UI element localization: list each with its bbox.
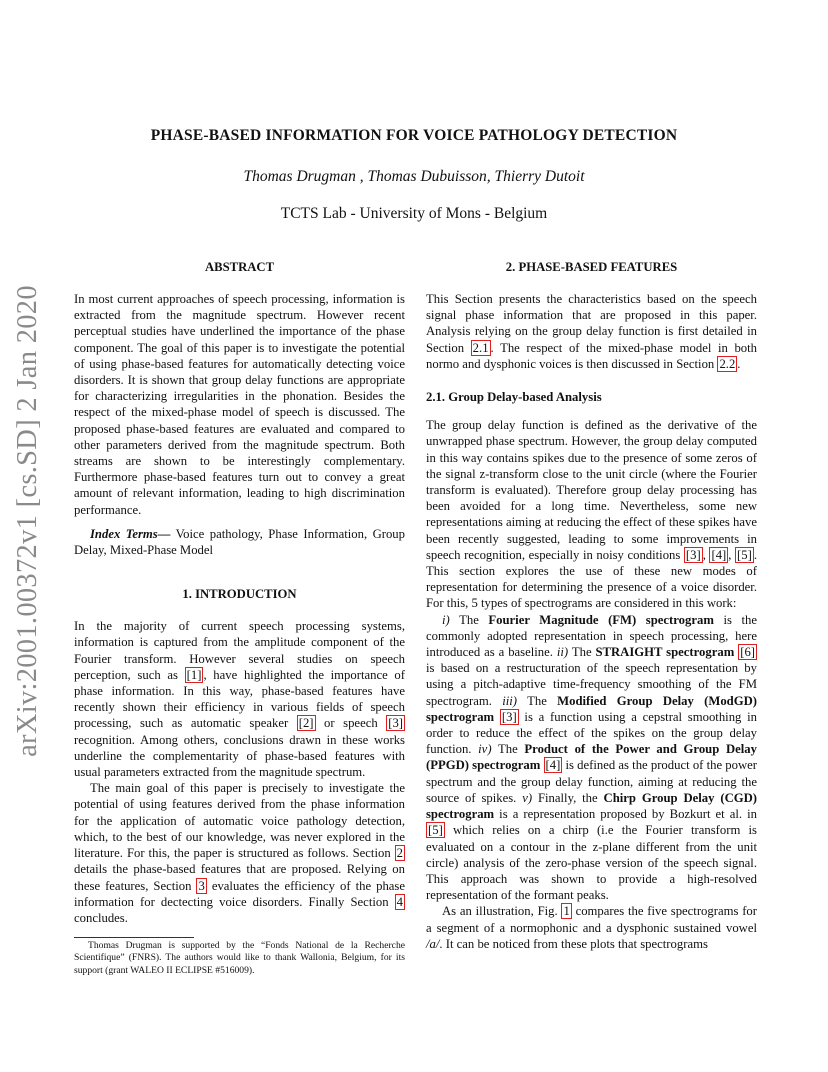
intro-p1-text: recognition. Among others, conclusions drawn in these works underline the complementarity of phase-based features with usual parameters extracted from the magnitude spectrum.: [74, 732, 405, 780]
item-text: The: [568, 645, 596, 660]
citation-link[interactable]: [5]: [737, 547, 752, 562]
intro-p2-text: evaluates the efficiency of the phase information for dectecting voice disorders. Finally Section: [74, 878, 405, 909]
subsection-text: . This section explores the use of these new modes of representation for determining the presence of a voice disorder. For this, 5 types of spectrograms are considered in this work:: [426, 547, 758, 611]
item-label: v): [522, 790, 533, 805]
citation-link[interactable]: [4]: [711, 547, 727, 562]
citation-link[interactable]: [5]: [428, 823, 443, 838]
intro-p2-text: The main goal of this paper is precisely to investigate the potential of using features derived from the phase information for the application of automatic voice pathology detection, which, to the best of our knowledge, was never explored in the literature. For this, the paper is structured as follows. Section: [74, 781, 405, 861]
footnote: [74, 940, 405, 977]
item-text: is the commonly adopted representation in speech processing, here introduced as a baseline.: [426, 612, 758, 660]
paper-title: PHASE-BASED INFORMATION FOR VOICE PATHOLOGY DETECTION: [150, 127, 678, 144]
item-text: Finally, the: [532, 790, 604, 805]
intro-p2-text: details the phase-based features that are proposed. Relying on these features, Section: [74, 862, 405, 893]
item-text: is a function using a cepstral smoothing in order to reduce the effect of the spikes on the group delay function.: [426, 709, 757, 757]
section-link[interactable]: 4: [396, 894, 403, 909]
item-text: The: [517, 693, 558, 708]
item-term: Modified Group Delay (ModGD) spectrogram: [426, 693, 757, 724]
item-text: which relies on a chirp (i.e the Fourier transform is evaluated on a contour in the z-plane different from the unit circle) analysis of the zero-phase version of the speech signal. This approach was shown to provide a high-resolved representation of the formant peaks.: [426, 823, 757, 903]
citation-link[interactable]: [3]: [685, 547, 701, 562]
item-label: ii): [556, 645, 569, 660]
abstract-heading: ABSTRACT: [204, 260, 275, 274]
illustration-paragraph: [426, 903, 757, 952]
citation-link[interactable]: [3]: [501, 709, 517, 724]
item-label: iv): [478, 742, 492, 757]
intro-p1-text: In the majority of current speech processing systems, information is captured from the amplitude component of the Fourier transform. However several studies on speech perception, such as: [74, 619, 405, 682]
item-label: iii): [502, 693, 518, 708]
intro-p1-text: or speech: [315, 716, 387, 731]
illustration-text: compares the five spectrograms for a segment of a normophonic and a dysphonic sustained vowel: [426, 904, 757, 935]
spectrogram-types-paragraph: [426, 612, 757, 904]
index-terms-label: Index Terms—: [90, 526, 171, 541]
illustration-text: . It can be noticed from these plots that spectrograms: [439, 936, 708, 951]
section-link[interactable]: 2.2: [719, 356, 736, 371]
citation-link[interactable]: [4]: [545, 758, 561, 773]
abstract-text: In most current approaches of speech processing, information is extracted from the magnitude spectrum. However recent perceptual studies have underlined the importance of the phase component. The goal of this paper is to investigate the potential of using phase-based features for automatically detecting voice disorders. It is shown that group delay functions are appropriate for characterizing irregularities in the phonation. Besides the respect of the mixed-phase model of speech is discussed. The proposed phase-based features are evaluated and compared to other parameters derived from the magnitude spectrum. Both streams are shown to be interestingly complementary. Furthermore phase-based features turn out to convey a great amount of relevant information, leading to high discrimination performance.: [74, 292, 405, 517]
intro-paragraph-2: [74, 780, 405, 926]
section-link[interactable]: 2.1: [472, 340, 489, 355]
subsection-2-1-heading: 2.1. Group Delay-based Analysis: [426, 390, 602, 405]
citation-link[interactable]: [2]: [298, 716, 314, 731]
item-term: Chirp Group Delay (CGD) spectrogram: [426, 790, 757, 822]
index-terms-text: Voice pathology, Phase Information, Group Delay, Mixed-Phase Model: [74, 526, 405, 558]
item-text: The: [491, 742, 525, 757]
section-2-text: This Section presents the characteristics based on the speech signal phase information that are proposed in this paper. Analysis relying on the group delay function is first detailed in Section: [426, 292, 757, 355]
intro-paragraph-1: [74, 618, 405, 780]
left-column: [74, 259, 405, 926]
section-link[interactable]: 3: [198, 878, 205, 893]
intro-p1-text: , have highlighted the importance of phase information. In this way, phase-based features have recently shown their efficiency in various fields of speech processing, such as automatic speaker: [74, 667, 405, 731]
illustration-text: As an illustration, Fig.: [442, 904, 562, 919]
item-text: is based on a restructuration of the speech representation by using a pitch-adaptive time-frequency smoothing of the FM spectrogram.: [426, 661, 757, 708]
paper-affiliation: TCTS Lab - University of Mons - Belgium: [280, 205, 548, 222]
item-term: STRAIGHT spectrogram: [595, 645, 735, 660]
arxiv-sidebar: [8, 286, 48, 756]
right-column: [426, 259, 757, 952]
arxiv-identifier: arXiv:2001.00372v1 [cs.SD] 2 Jan 2020: [12, 285, 43, 757]
item-text: is defined as the product of the power spectrum and the group delay function, aiming at reducing the source of spikes.: [426, 758, 757, 805]
section-2-paragraph: [426, 291, 757, 372]
section-2-heading: 2. PHASE-BASED FEATURES: [505, 260, 678, 274]
paper-authors: Thomas Drugman , Thomas Dubuisson, Thierry Dutoit: [243, 168, 585, 185]
intro-p2-text: concludes.: [74, 910, 128, 925]
vowel-symbol: /a/: [426, 936, 440, 951]
citation-link[interactable]: [6]: [740, 645, 756, 660]
figure-link[interactable]: 1: [563, 904, 570, 919]
item-text: is a representation proposed by Bozkurt et al. in: [494, 807, 757, 822]
subsection-2-1-paragraph-1: The group delay function is defined as the derivative of the unwrapped phase spectrum. However, the group delay computed in this way contains spikes due to the presence of some zeros of the signal z-transform close to the unit circle (where the Fourier transform is evaluated). Therefore group delay processing has been avoided for a long time. Nevertheless, some new representations aiming at reducing the effect of these spikes have been recently suggested, leading to some improvements in speech recognition, especially in noisy conditions [3] , [4] , [5] . This section explores the use of these new modes of representation for determining the presence of a voice disorder. For this, 5 types of spectrograms are considered in this work:: [426, 418, 758, 611]
subsection-text: The group delay function is defined as the derivative of the unwrapped phase spectrum. However, the group delay computed in this way contains spikes due to the presence of some zeros of the signal z-transform close to the unit circle (where the Fourier transform is evaluated). Therefore group delay processing has been avoided for a long time. Nevertheless, some new representations aiming at reducing the effect of these spikes have been recently suggested, leading to some improvements in speech recognition, especially in noisy conditions: [426, 418, 757, 562]
footnote-text: Thomas Drugman is supported by the “Fonds National de la Recherche Scientifique” (FNRS). The authors would like to thank Wallonia, Belgium, for its support (grant WALEO II ECLIPSE #516009).: [74, 940, 405, 976]
section-2-text: . The respect of the mixed-phase model in both normo and dysphonic voices is then discussed in Section: [426, 340, 758, 371]
citation-link[interactable]: [1]: [186, 667, 202, 682]
item-text: The: [449, 612, 489, 627]
index-terms: [74, 526, 405, 558]
section-2-text: .: [737, 356, 741, 371]
footnote-divider: [74, 937, 194, 938]
item-term: Product of the Power and Group Delay (PPGD) spectrogram: [426, 742, 757, 773]
section-link[interactable]: 2: [396, 846, 403, 861]
citation-link[interactable]: [3]: [388, 716, 404, 731]
introduction-heading: 1. INTRODUCTION: [182, 587, 297, 602]
item-term: Fourier Magnitude (FM) spectrogram: [488, 612, 714, 627]
item-label: i): [442, 612, 450, 627]
